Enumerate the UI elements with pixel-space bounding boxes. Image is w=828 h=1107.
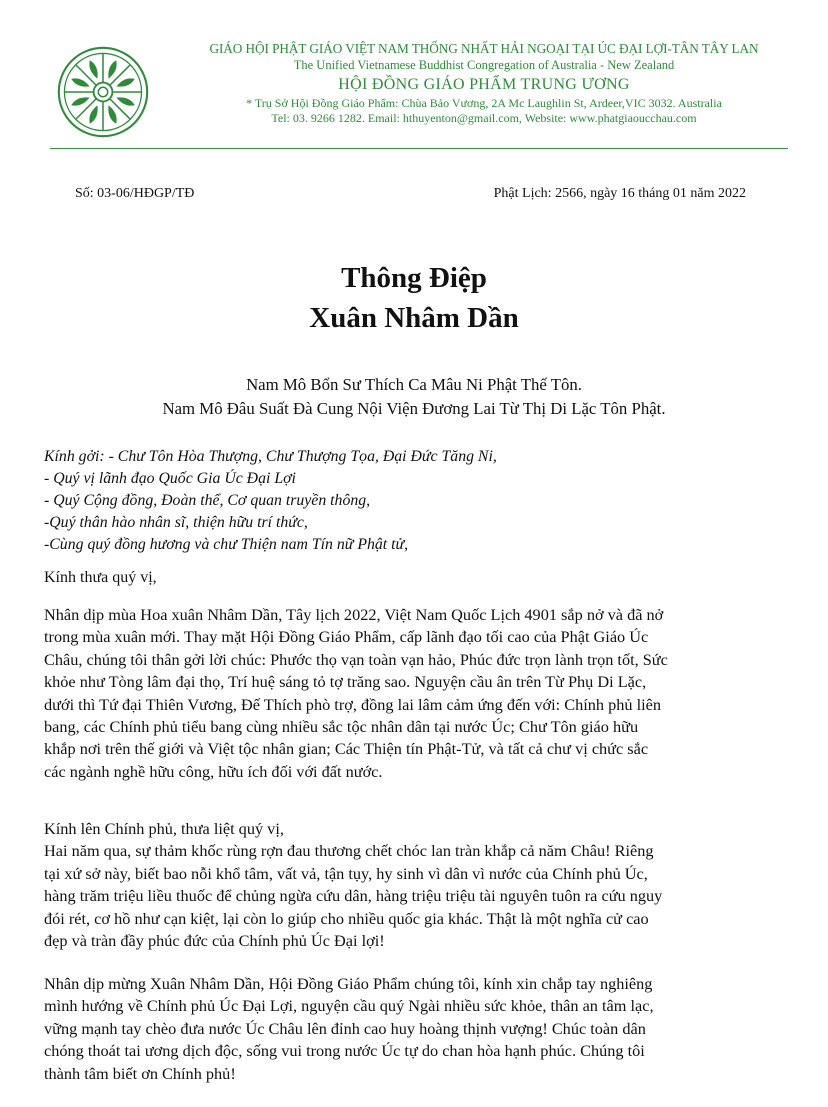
invocation-line: Nam Mô Bổn Sư Thích Ca Mâu Ni Phật Thế Tôn. [246, 375, 582, 394]
dharma-wheel-icon [56, 45, 150, 139]
text-line: hàng trăm triệu liều thuốc để chủng ngừa cứu dân, hàng triệu triệu tài nguyên tuôn ra cứu nguy [44, 886, 663, 906]
headquarters-address: * Trụ Sở Hội Đồng Giáo Phẩm: Chùa Bảo Vương, 2A Mc Laughlin St, Ardeer,VIC 3032. Australia [246, 96, 722, 110]
text-line: chóng thoát tai ương dịch độc, sống vui trong nước Úc tự do chan hòa hạnh phúc. Chúng tôi [44, 1041, 645, 1061]
text-line: tại xứ sở này, biết bao nỗi khổ tâm, vất vả, tận tụy, hy sinh vì dân vì nước của Chính phủ Úc, [44, 863, 648, 883]
addressee-line: -Cùng quý đồng hương và chư Thiện nam Tín nữ Phật tử, [44, 536, 409, 553]
letterhead [160, 40, 808, 126]
body-paragraph-1 [44, 604, 784, 783]
text-line: Hai năm qua, sự thảm khốc rùng rợn đau thương chết chóc lan tràn khắp cả năm Châu! Riêng [44, 841, 654, 861]
text-line: Nhân dịp mừng Xuân Nhâm Dần, Hội Đồng Giáo Phẩm chúng tôi, kính xin chắp tay nghiêng [44, 974, 653, 993]
body-paragraph-2 [44, 818, 784, 952]
invocation [0, 373, 828, 421]
organization-name-english: The Unified Vietnamese Buddhist Congregation of Australia - New Zealand [293, 58, 675, 72]
text-line: trong mùa xuân mới. Thay mặt Hội Đồng Giáo Phẩm, cấp lãnh đạo tối cao của Phật Giáo Úc [44, 627, 649, 647]
council-name: HỘI ĐỒNG GIÁO PHẨM TRUNG ƯƠNG [338, 76, 630, 93]
text-line: bang, các Chính phủ tiểu bang cùng nhiều sắc tộc nhân dân tại nước Úc; Chư Tôn giáo hữu [44, 717, 639, 737]
text-line: Châu, chúng tôi thân gởi lời chúc: Phước thọ vạn toàn vạn hảo, Phúc đức trọn lành trọn tốt, Sức [44, 649, 668, 669]
text-line: đẹp và tràn đầy phúc đức của Chính phủ Úc Đại lợi! [44, 931, 385, 951]
text-line: Nhân dịp mùa Hoa xuân Nhâm Dần, Tây lịch 2022, Việt Nam Quốc Lịch 4901 sắp nở và đã nở [44, 605, 664, 624]
text-line: đói rét, cơ hồ như cạn kiệt, lại còn lo giúp cho nhiều quốc gia khác. Thật là một nghĩa cử cao [44, 908, 649, 928]
document-title [0, 258, 828, 338]
organization-name: GIÁO HỘI PHẬT GIÁO VIỆT NAM THỐNG NHẤT HẢI NGOẠI TẠI ÚC ĐẠI LỢI-TÂN TÂY LAN [209, 41, 759, 56]
text-line: vững mạnh tay chèo đưa nước Úc Châu lên đỉnh cao huy hoàng thịnh vượng! Chúc toàn dân [44, 1018, 646, 1038]
title-line-2: Xuân Nhâm Dần [309, 302, 519, 334]
contact-info: Tel: 03. 9266 1282. Email: hthuyenton@gmail.com, Website: www.phatgiaoucchau.com [271, 111, 697, 125]
text-line: các ngành nghề hữu công, hữu ích đối với đất nước. [44, 761, 383, 781]
addressee-line: - Quý Cộng đồng, Đoàn thể, Cơ quan truyền thông, [44, 492, 371, 509]
addressee-line: - Quý vị lãnh đạo Quốc Gia Úc Đại Lợi [44, 470, 296, 487]
addressee-line: -Quý thân hào nhân sĩ, thiện hữu trí thức, [44, 514, 308, 531]
addressee-line: Kính gởi: - Chư Tôn Hòa Thượng, Chư Thượng Tọa, Đại Đức Tăng Ni, [44, 448, 497, 465]
body-paragraph-3 [44, 973, 784, 1085]
text-line: khắp nơi trên thế giới và Việt tộc nhân gian; Các Thiện tín Phật-Tử, và tất cả chư vị chức sắc [44, 739, 649, 759]
header-divider [50, 148, 788, 149]
reference-number: Số: 03-06/HĐGP/TĐ [75, 186, 195, 201]
text-line: mình hướng về Chính phủ Úc Đại Lợi, nguyện cầu quý Ngài nhiều sức khỏe, thân an tâm lạc, [44, 996, 654, 1016]
text-line: thành tâm biết ơn Chính phủ! [44, 1063, 236, 1083]
addressee-list [44, 446, 497, 556]
invocation-line: Nam Mô Đâu Suất Đà Cung Nội Viện Đương Lai Từ Thị Di Lặc Tôn Phật. [162, 399, 666, 418]
title-line-1: Thông Điệp [341, 262, 487, 294]
salutation: Kính thưa quý vị, [44, 569, 157, 586]
text-line: dưới thì Tứ đại Thiên Vương, Đế Thích phò trợ, đồng lai lâm cảm ứng đến với: Chính phủ liên [44, 694, 662, 714]
document-date: Phật Lịch: 2566, ngày 16 tháng 01 năm 2022 [493, 186, 746, 201]
text-line: Kính lên Chính phủ, thưa liệt quý vị, [44, 819, 284, 838]
text-line: khỏe như Tòng lâm đại thọ, Trí huệ sáng tỏ tợ trăng sao. Nguyện cầu ân trên Từ Phụ Di Lặc, [44, 672, 647, 692]
